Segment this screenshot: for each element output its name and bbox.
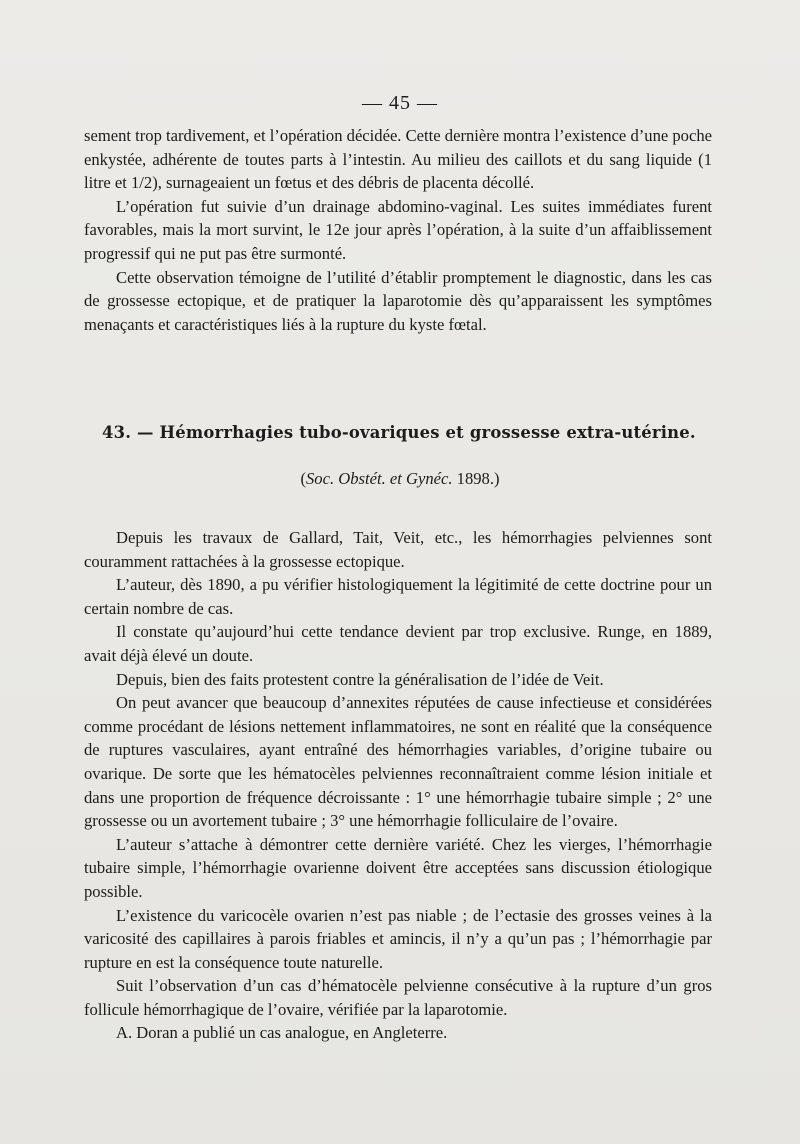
section-2-text [84,526,712,1045]
paragraph: L’existence du varicocèle ovarien n’est pas niable ; de l’ectasie des grosses veines à la varicosité des capillaires à parois friables et amincis, il n’y a qu’un pas ; l’hémorrhagie par rupture en est la conséquence toute naturelle. [84,905,712,972]
paragraph: L’opération fut suivie d’un drainage abdomino-vaginal. Les suites immédiates furent favorables, mais la mort survint, le 12e jour après l’opération, à la suite d’un affaiblissement progressif qui ne put pas être surmonté. [84,196,712,263]
paragraph: Il constate qu’aujourd’hui cette tendance devient par trop exclusive. Runge, en 1889, avait déjà élevé un doute. [84,622,712,665]
citation-open: ( [300,469,306,488]
paragraph: Cette observation témoigne de l’utilité d’établir promptement le diagnostic, dans les cas de grossesse ectopique, et de pratiquer la laparotomie dès qu’apparaissent les symptômes menaçants et caractéristiques liés à la rupture du kyste fœtal. [84,267,712,334]
paragraph: A. Doran a publié un cas analogue, en Angleterre. [116,1023,448,1043]
citation-year: 1898.) [452,469,500,488]
paragraph: sement trop tardivement, et l’opération décidée. Cette dernière montra l’existence d’une poche enkystée, adhérente de toutes parts à l’intestin. Au milieu des caillots et du sang liquide (1 litre et 1/2), surnageaient un fœtus et des débris de placenta décollé. [84,126,712,193]
paragraph: L’auteur s’attache à démontrer cette dernière variété. Chez les vierges, l’hémorrhagie tubaire simple, l’hémorrhagie ovarienne doivent être acceptées sans discussion étiologique possible. [84,834,712,901]
paragraph: On peut avancer que beaucoup d’annexites réputées de cause infectieuse et considérées comme procédant de lésions nettement inflammatoires, ne sont en réalité que la conséquence de ruptures vasculaires, ayant entraîné des hémorrhagies variables, d’origine tubaire ou ovarique. De sorte que les hématocèles pelviennes reconnaîtraient comme lésion initiale et dans une proportion de fréquence décroissante : 1° une hémorrhagie tubaire simple ; 2° une grossesse ou un avortement tubaire ; 3° une hémorrhagie folliculaire de l’ovaire. [84,693,712,831]
paragraph: Depuis, bien des faits protestent contre la généralisation de l’idée de Veit. [116,669,604,689]
paragraph: Depuis les travaux de Gallard, Tait, Veit, etc., les hémorrhagies pelviennes sont couramment rattachées à la grossesse ectopique. [84,528,712,571]
citation [0,469,800,489]
paragraph: Suit l’observation d’un cas d’hématocèle pelvienne consécutive à la rupture d’un gros follicule hémorrhagique de l’ovaire, vérifiée par la laparotomie. [84,976,712,1019]
paragraph: L’auteur, dès 1890, a pu vérifier histologiquement la légitimité de cette doctrine pour un certain nombre de cas. [84,575,712,618]
citation-journal: Soc. Obstét. et Gynéc. [305,469,453,488]
page-number: — 45 — [362,92,438,114]
section-heading: 43. — Hémorrhagies tubo-ovariques et grossesse extra-utérine. [102,423,696,442]
section-1-text [84,124,712,336]
